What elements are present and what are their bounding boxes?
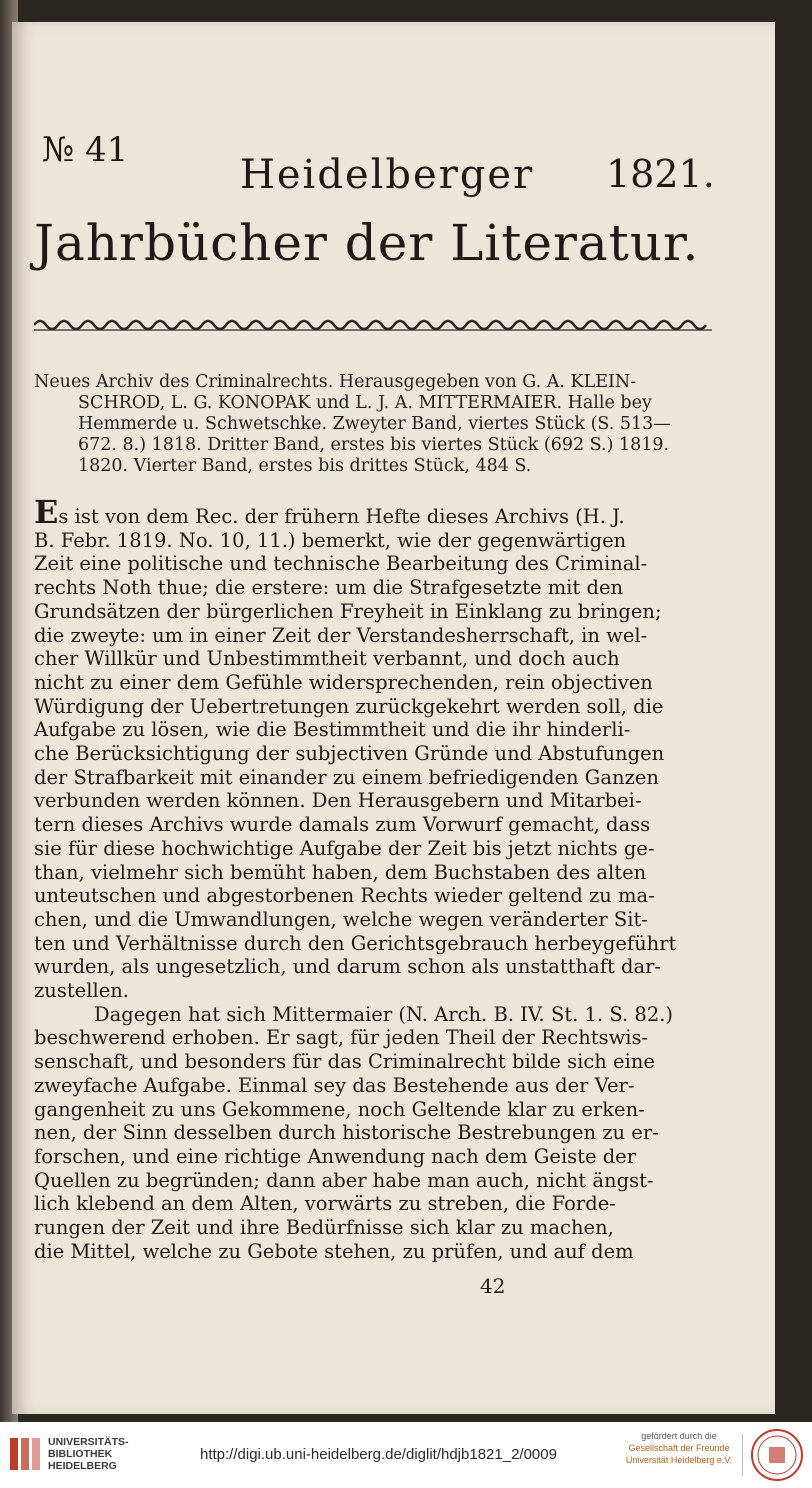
body-line: sie für diese hochwichtige Aufgabe der Zeit bis jetzt nichts ge-	[34, 836, 655, 860]
issue-number: № 41	[42, 130, 129, 170]
library-name-line: UNIVERSITÄTS-	[48, 1436, 129, 1448]
body-line: s ist von dem Rec. der frühern Hefte dieses Archivs (H. J.	[58, 505, 625, 528]
library-logo-icon[interactable]	[8, 1434, 42, 1474]
body-line: forschen, und eine richtige Anwendung nach dem Geiste der	[34, 1144, 637, 1168]
journal-title-line1: Heidelberger	[240, 152, 535, 198]
body-line: die zweyte: um in einer Zeit der Verstandesherrschaft, in wel-	[34, 623, 648, 647]
body-line: Zeit eine politische und technische Bearbeitung des Criminal-	[34, 552, 648, 576]
divider	[742, 1434, 743, 1476]
permalink-url[interactable]: http://digi.ub.uni-heidelberg.de/diglit/hdjb1821_2/0009	[200, 1446, 557, 1463]
book-page	[12, 22, 775, 1414]
body-line: der Strafbarkeit mit einander zu einem befriedigenden Ganzen	[34, 765, 659, 789]
drop-cap: E	[34, 493, 59, 531]
body-line: che Berücksichtigung der subjectiven Gründe und Abstufungen	[34, 742, 665, 766]
body-line: Grundsätzen der bürgerlichen Freyheit in Einklang zu bringen;	[34, 599, 662, 623]
issue-year: 1821.	[606, 152, 715, 196]
review-body	[34, 493, 714, 1264]
page-number: 42	[480, 1274, 506, 1298]
body-line: Dagegen hat sich Mittermaier (N. Arch. B. IV. St. 1. S. 82.)	[94, 1002, 674, 1026]
body-first-line	[34, 493, 714, 531]
university-seal-icon	[750, 1428, 804, 1482]
body-line: unteutschen und abgestorbenen Rechts wieder geltend zu ma-	[34, 884, 655, 908]
library-name-line: HEIDELBERG	[48, 1460, 117, 1472]
body-line: cher Willkür und Unbestimmtheit verbannt, und doch auch	[34, 647, 620, 671]
body-line: rungen der Zeit und ihre Bedürfnisse sich klar zu machen,	[34, 1216, 614, 1240]
sponsor-university: Universität Heidelberg e.V.	[625, 1455, 733, 1465]
body-line: senschaft, und besonders für das Criminalrecht bilde sich eine	[34, 1050, 655, 1074]
sponsor-org: Gesellschaft der Freunde	[628, 1443, 730, 1453]
body-line: than, vielmehr sich bemüht haben, dem Buchstaben des alten	[34, 860, 647, 884]
body-line: zweyfache Aufgabe. Einmal sey das Bestehende aus der Ver-	[34, 1073, 635, 1097]
body-line: die Mittel, welche zu Gebote stehen, zu prüfen, und auf dem	[34, 1239, 634, 1263]
review-citation	[34, 372, 724, 477]
body-line: wurden, als ungesetzlich, und darum schon als unstatthaft dar-	[34, 955, 662, 979]
body-line: zustellen.	[34, 979, 129, 1003]
citation-line: Hemmerde u. Schwetschke. Zweyter Band, viertes Stück (S. 513—	[78, 414, 671, 434]
body-line: verbunden werden können. Den Herausgebern und Mitarbei-	[34, 789, 642, 813]
body-line: Quellen zu begründen; dann aber habe man auch, nicht ängst-	[34, 1168, 654, 1192]
body-line: nen, der Sinn desselben durch historische Bestrebungen zu er-	[34, 1121, 659, 1145]
body-line: Würdigung der Uebertretungen zurückgekehrt werden soll, die	[34, 694, 664, 718]
journal-title-line2: Jahrbücher der Literatur.	[34, 214, 700, 272]
body-line: chen, und die Umwandlungen, welche wegen veränderter Sit-	[34, 907, 648, 931]
ornamental-rule	[34, 314, 712, 336]
body-line: rechts Noth thue; die erstere: um die Strafgesetzte mit den	[34, 576, 624, 600]
body-line: Aufgabe zu lösen, wie die Bestimmtheit und die ihr hinderli-	[34, 718, 631, 742]
body-line: B. Febr. 1819. No. 10, 11.) bemerkt, wie der gegenwärtigen	[34, 528, 627, 552]
body-line: lich klebend an dem Alten, vorwärts zu streben, die Forde-	[34, 1192, 616, 1216]
library-name-line: BIBLIOTHEK	[48, 1448, 113, 1460]
body-line: tern dieses Archivs wurde damals zum Vorwurf gemacht, dass	[34, 813, 651, 837]
citation-line: 1820. Vierter Band, erstes bis drittes Stück, 484 S.	[78, 456, 532, 476]
masthead	[12, 22, 775, 282]
body-line: beschwerend erhoben. Er sagt, für jeden Theil der Rechtswis-	[34, 1026, 649, 1050]
viewer-footer	[0, 1422, 812, 1488]
citation-line: 672. 8.) 1818. Dritter Band, erstes bis viertes Stück (692 S.) 1819.	[78, 435, 670, 455]
sponsor-intro: gefördert durch die	[641, 1431, 717, 1441]
library-name[interactable]	[48, 1436, 129, 1472]
sponsor-credit[interactable]	[620, 1430, 738, 1466]
body-line: ten und Verhältnisse durch den Gerichtsgebrauch herbeygeführt	[34, 931, 677, 955]
body-line: gangenheit zu uns Gekommene, noch Geltende klar zu erken-	[34, 1097, 645, 1121]
citation-line: SCHROD, L. G. KONOPAK und L. J. A. MITTERMAIER. Halle bey	[78, 393, 652, 413]
body-line: nicht zu einer dem Gefühle widersprechenden, rein objectiven	[34, 670, 653, 694]
citation-line: Neues Archiv des Criminalrechts. Herausgegeben von G. A. KLEIN-	[34, 372, 637, 392]
